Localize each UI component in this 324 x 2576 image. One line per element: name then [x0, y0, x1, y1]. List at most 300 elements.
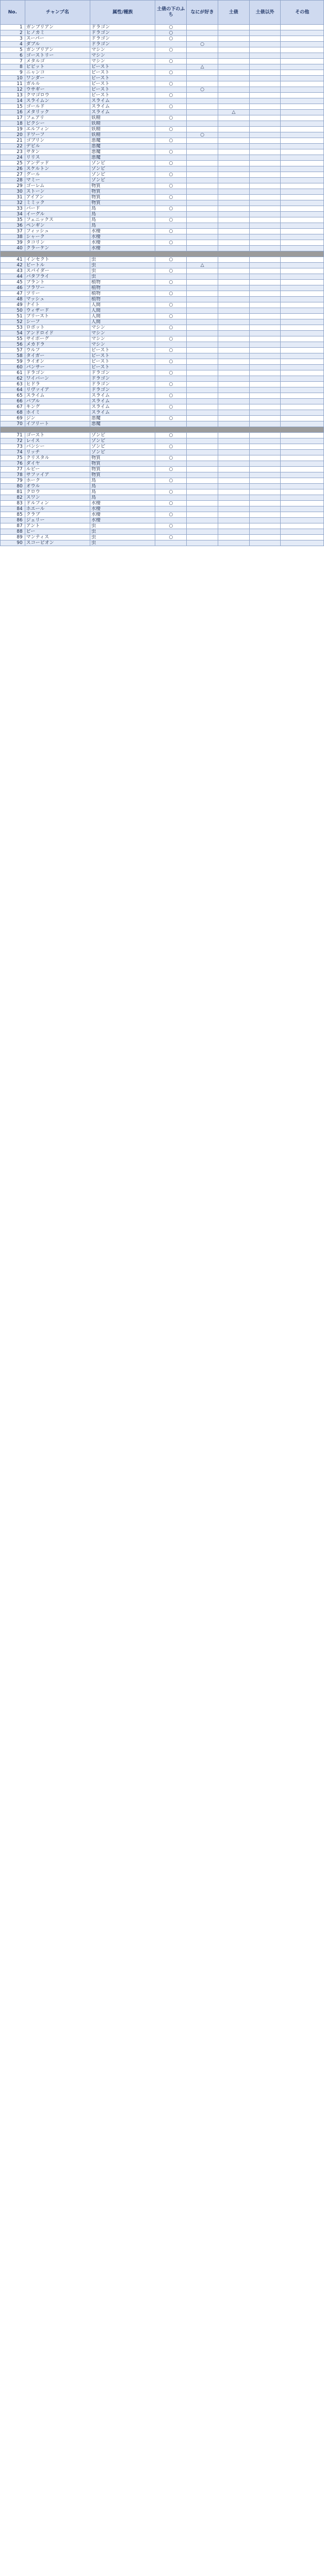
cell-name[interactable]: メタリック	[25, 110, 90, 115]
cell-mark-3	[218, 189, 249, 195]
cell-mark-4	[249, 523, 281, 529]
cell-mark-1: ○	[155, 393, 187, 399]
cell-mark-2	[187, 104, 218, 110]
cell-name[interactable]: ニャンコ	[25, 70, 90, 76]
cell-mark-2	[187, 331, 218, 336]
cell-no: 58	[1, 353, 25, 359]
cell-mark-2	[187, 30, 218, 36]
cell-type: ゾンビ	[90, 433, 155, 438]
cell-name[interactable]: ワイバーン	[25, 376, 90, 382]
cell-mark-2	[187, 59, 218, 64]
cell-type: 物質	[90, 467, 155, 472]
cell-name[interactable]: アンデッド	[25, 161, 90, 166]
cell-type: 水棲	[90, 501, 155, 506]
cell-mark-5	[281, 518, 324, 523]
cell-mark-5	[281, 297, 324, 302]
cell-no: 1	[1, 25, 25, 30]
cell-name[interactable]: メタルゴ	[25, 59, 90, 64]
cell-mark-2	[187, 212, 218, 217]
cell-name[interactable]: サファイア	[25, 472, 90, 478]
cell-name[interactable]: デビル	[25, 144, 90, 149]
cell-mark-2	[187, 461, 218, 467]
cell-name[interactable]: ゴースト	[25, 433, 90, 438]
cell-mark-1	[155, 540, 187, 546]
cell-mark-5	[281, 365, 324, 370]
cell-name[interactable]: メカドラ	[25, 342, 90, 348]
cell-name[interactable]: ピピット	[25, 64, 90, 70]
cell-type: 妖精	[90, 115, 155, 121]
cell-name[interactable]: オウル	[25, 484, 90, 489]
cell-no: 38	[1, 234, 25, 240]
cell-name[interactable]: アイアン	[25, 195, 90, 200]
table-row	[1, 76, 324, 81]
group-title	[1, 251, 324, 257]
cell-mark-4	[249, 200, 281, 206]
cell-no: 85	[1, 512, 25, 518]
cell-mark-4	[249, 467, 281, 472]
table-row	[1, 87, 324, 93]
cell-mark-5	[281, 240, 324, 246]
cell-name[interactable]: サイボーグ	[25, 336, 90, 342]
cell-name[interactable]: シャーク	[25, 234, 90, 240]
cell-mark-3	[218, 529, 249, 535]
cell-mark-3	[218, 138, 249, 144]
cell-mark-2	[187, 393, 218, 399]
cell-mark-5	[281, 149, 324, 155]
cell-mark-2	[187, 416, 218, 421]
cell-mark-1	[155, 178, 187, 183]
cell-name[interactable]: イーグル	[25, 212, 90, 217]
cell-mark-1	[155, 223, 187, 229]
cell-name[interactable]: バブル	[25, 399, 90, 404]
header-col5: その他	[281, 1, 324, 25]
cell-type: マシン	[90, 53, 155, 59]
cell-name[interactable]: ヒドラ	[25, 382, 90, 387]
cell-mark-5	[281, 144, 324, 149]
cell-name[interactable]: ビートル	[25, 263, 90, 268]
table-row	[1, 455, 324, 461]
cell-mark-2	[187, 110, 218, 115]
cell-name[interactable]: スケルトン	[25, 166, 90, 172]
cell-name[interactable]: ダイヤ	[25, 461, 90, 467]
cell-mark-5	[281, 115, 324, 121]
cell-mark-2	[187, 280, 218, 285]
cell-name[interactable]: ゴブリン	[25, 138, 90, 144]
cell-name[interactable]: スライムン	[25, 98, 90, 104]
cell-type: 悪魔	[90, 144, 155, 149]
cell-mark-2	[187, 433, 218, 438]
cell-mark-3	[218, 506, 249, 512]
cell-type: 水棲	[90, 229, 155, 234]
cell-mark-3	[218, 121, 249, 127]
cell-mark-5	[281, 404, 324, 410]
cell-name[interactable]: ワンダー	[25, 76, 90, 81]
page	[0, 0, 324, 546]
cell-mark-1	[155, 365, 187, 370]
cell-name[interactable]: ウルフ	[25, 348, 90, 353]
cell-mark-4	[249, 138, 281, 144]
cell-name[interactable]: ホイミ	[25, 410, 90, 416]
cell-mark-3	[218, 42, 249, 47]
cell-mark-1: ○	[155, 183, 187, 189]
cell-mark-4	[249, 404, 281, 410]
cell-mark-4	[249, 87, 281, 93]
group-title	[1, 427, 324, 433]
cell-name[interactable]: レイス	[25, 438, 90, 444]
cell-name[interactable]: ドラゴン	[25, 370, 90, 376]
cell-mark-1	[155, 189, 187, 195]
cell-mark-4	[249, 331, 281, 336]
table-row	[1, 217, 324, 223]
cell-mark-4	[249, 529, 281, 535]
cell-no: 22	[1, 144, 25, 149]
cell-mark-3	[218, 166, 249, 172]
cell-name[interactable]: リヴァイア	[25, 387, 90, 393]
cell-mark-4	[249, 274, 281, 280]
cell-mark-3	[218, 36, 249, 42]
cell-name[interactable]: グール	[25, 172, 90, 178]
table-row	[1, 410, 324, 416]
cell-mark-5	[281, 444, 324, 450]
cell-name[interactable]: ロボット	[25, 325, 90, 331]
cell-name[interactable]: シーフ	[25, 319, 90, 325]
cell-mark-1	[155, 461, 187, 467]
cell-name[interactable]: ウサギー	[25, 87, 90, 93]
table-row	[1, 155, 324, 161]
cell-mark-2	[187, 257, 218, 263]
cell-mark-2	[187, 297, 218, 302]
cell-name[interactable]: アンドロイド	[25, 331, 90, 336]
cell-mark-4	[249, 172, 281, 178]
cell-mark-2	[187, 200, 218, 206]
cell-mark-3	[218, 291, 249, 297]
cell-name[interactable]: ツリー	[25, 291, 90, 297]
cell-mark-2	[187, 387, 218, 393]
cell-mark-2	[187, 47, 218, 53]
cell-no: 76	[1, 461, 25, 467]
cell-mark-3	[218, 172, 249, 178]
cell-name[interactable]: クリスタル	[25, 455, 90, 461]
cell-name[interactable]: ビー	[25, 529, 90, 535]
table-row	[1, 280, 324, 285]
cell-mark-3	[218, 404, 249, 410]
cell-name[interactable]: マッシュ	[25, 297, 90, 302]
cell-name[interactable]: スコーピオン	[25, 540, 90, 546]
cell-mark-1	[155, 155, 187, 161]
cell-mark-5	[281, 110, 324, 115]
cell-mark-1: ○	[155, 115, 187, 121]
cell-mark-1: ○	[155, 161, 187, 166]
cell-no: 8	[1, 64, 25, 70]
cell-name[interactable]: スパイダー	[25, 268, 90, 274]
cell-mark-5	[281, 189, 324, 195]
cell-mark-2	[187, 506, 218, 512]
cell-mark-5	[281, 438, 324, 444]
header-no: No.	[1, 1, 25, 25]
cell-name[interactable]: スライム	[25, 393, 90, 399]
cell-name[interactable]: ストーン	[25, 189, 90, 195]
cell-name[interactable]: バタフライ	[25, 274, 90, 280]
cell-mark-1	[155, 297, 187, 302]
table-row	[1, 81, 324, 87]
cell-name[interactable]: クロウ	[25, 489, 90, 495]
cell-name[interactable]: ピクシー	[25, 121, 90, 127]
cell-name[interactable]: ホーク	[25, 478, 90, 484]
cell-mark-2	[187, 382, 218, 387]
table-row	[1, 342, 324, 348]
cell-mark-3	[218, 393, 249, 399]
cell-type: 鳥	[90, 495, 155, 501]
cell-mark-4	[249, 336, 281, 342]
table-row	[1, 291, 324, 297]
table-row	[1, 53, 324, 59]
cell-mark-1	[155, 166, 187, 172]
cell-mark-1: ○	[155, 70, 187, 76]
cell-name[interactable]: ゴーストリー	[25, 53, 90, 59]
cell-no: 41	[1, 257, 25, 263]
cell-name[interactable]: エルフィン	[25, 127, 90, 132]
cell-name[interactable]: キング	[25, 404, 90, 410]
cell-mark-5	[281, 433, 324, 438]
cell-name[interactable]: バード	[25, 206, 90, 212]
cell-name[interactable]: ヒノカミ	[25, 30, 90, 36]
cell-name[interactable]: ミミック	[25, 200, 90, 206]
cell-mark-2: △	[187, 64, 218, 70]
cell-mark-4	[249, 302, 281, 308]
table-row	[1, 319, 324, 325]
table-row	[1, 370, 324, 376]
cell-mark-1	[155, 200, 187, 206]
cell-mark-5	[281, 302, 324, 308]
cell-no: 66	[1, 399, 25, 404]
cell-name[interactable]: リリス	[25, 155, 90, 161]
cell-name[interactable]: ドルフィン	[25, 501, 90, 506]
cell-mark-5	[281, 319, 324, 325]
cell-mark-1	[155, 387, 187, 393]
cell-type: ビースト	[90, 76, 155, 81]
cell-mark-5	[281, 155, 324, 161]
cell-name[interactable]: タコリン	[25, 240, 90, 246]
cell-mark-5	[281, 178, 324, 183]
cell-mark-2: ○	[187, 87, 218, 93]
cell-mark-3	[218, 183, 249, 189]
cell-mark-5	[281, 98, 324, 104]
cell-mark-2	[187, 495, 218, 501]
cell-type: ゾンビ	[90, 438, 155, 444]
cell-name[interactable]: インセクト	[25, 257, 90, 263]
cell-mark-4	[249, 53, 281, 59]
cell-name[interactable]: パンサー	[25, 365, 90, 370]
cell-no: 42	[1, 263, 25, 268]
cell-mark-3	[218, 376, 249, 382]
cell-no: 71	[1, 433, 25, 438]
table-row	[1, 240, 324, 246]
cell-mark-4	[249, 115, 281, 121]
cell-name[interactable]: タイガー	[25, 353, 90, 359]
cell-name[interactable]: ガルル	[25, 81, 90, 87]
cell-mark-4	[249, 104, 281, 110]
table-row	[1, 104, 324, 110]
cell-mark-4	[249, 93, 281, 98]
cell-mark-3	[218, 518, 249, 523]
cell-mark-2	[187, 234, 218, 240]
cell-mark-5	[281, 212, 324, 217]
cell-mark-4	[249, 81, 281, 87]
cell-mark-4	[249, 240, 281, 246]
cell-name[interactable]: ライオン	[25, 359, 90, 365]
cell-type: スライム	[90, 393, 155, 399]
cell-name[interactable]: ペンギン	[25, 223, 90, 229]
table-body	[1, 25, 324, 546]
cell-name[interactable]: ガンブリアン	[25, 25, 90, 30]
cell-name[interactable]: プリースト	[25, 314, 90, 319]
cell-no: 78	[1, 472, 25, 478]
table-row	[1, 70, 324, 76]
cell-name[interactable]: ドワーフ	[25, 132, 90, 138]
cell-name[interactable]: ナイト	[25, 302, 90, 308]
cell-name[interactable]: ルビー	[25, 467, 90, 472]
table-row	[1, 178, 324, 183]
cell-mark-3	[218, 336, 249, 342]
cell-name[interactable]: フェニックス	[25, 217, 90, 223]
table-row	[1, 359, 324, 365]
cell-mark-3	[218, 489, 249, 495]
cell-mark-1: ○	[155, 382, 187, 387]
cell-name[interactable]: イフリート	[25, 421, 90, 427]
cell-name[interactable]: アント	[25, 523, 90, 529]
cell-name[interactable]: リッチ	[25, 450, 90, 455]
cell-name[interactable]: ジン	[25, 416, 90, 421]
cell-mark-4	[249, 59, 281, 64]
cell-mark-1	[155, 421, 187, 427]
cell-name[interactable]: サタン	[25, 149, 90, 155]
cell-mark-3	[218, 484, 249, 489]
cell-type: 物質	[90, 189, 155, 195]
table-row	[1, 229, 324, 234]
cell-name[interactable]: プラント	[25, 280, 90, 285]
cell-mark-2	[187, 246, 218, 251]
cell-mark-3	[218, 416, 249, 421]
cell-name[interactable]: フィッシュ	[25, 229, 90, 234]
cell-mark-4	[249, 223, 281, 229]
cell-mark-3	[218, 30, 249, 36]
table-row	[1, 132, 324, 138]
cell-mark-5	[281, 217, 324, 223]
table-row	[1, 461, 324, 467]
cell-name[interactable]: ゴールド	[25, 104, 90, 110]
cell-mark-4	[249, 285, 281, 291]
cell-type: 虫	[90, 274, 155, 280]
cell-name[interactable]: ダブル	[25, 42, 90, 47]
cell-type: スライム	[90, 410, 155, 416]
cell-type: ドラゴン	[90, 36, 155, 42]
cell-no: 10	[1, 76, 25, 81]
cell-mark-1: ○	[155, 512, 187, 518]
cell-name[interactable]: ホエール	[25, 506, 90, 512]
cell-mark-5	[281, 195, 324, 200]
cell-mark-1: ○	[155, 433, 187, 438]
cell-mark-3	[218, 540, 249, 546]
cell-mark-1	[155, 331, 187, 336]
cell-mark-2: ○	[187, 42, 218, 47]
cell-mark-1	[155, 285, 187, 291]
cell-name[interactable]: クマゴロウ	[25, 93, 90, 98]
cell-name[interactable]: マミー	[25, 178, 90, 183]
cell-mark-5	[281, 206, 324, 212]
cell-mark-2: ○	[187, 132, 218, 138]
cell-name[interactable]: クラーケン	[25, 246, 90, 251]
table-row	[1, 189, 324, 195]
cell-name[interactable]: ゴーレム	[25, 183, 90, 189]
cell-mark-5	[281, 172, 324, 178]
cell-type: ドラゴン	[90, 376, 155, 382]
cell-mark-5	[281, 81, 324, 87]
cell-mark-4	[249, 280, 281, 285]
cell-mark-4	[249, 461, 281, 467]
cell-no: 3	[1, 36, 25, 42]
cell-name[interactable]: スーパー	[25, 36, 90, 42]
cell-name[interactable]: スワン	[25, 495, 90, 501]
table-row	[1, 285, 324, 291]
cell-mark-3	[218, 132, 249, 138]
cell-mark-5	[281, 127, 324, 132]
cell-no: 6	[1, 53, 25, 59]
cell-name[interactable]: ウィザード	[25, 308, 90, 314]
cell-mark-3: △	[218, 110, 249, 115]
cell-mark-2	[187, 501, 218, 506]
table-row	[1, 161, 324, 166]
cell-name[interactable]: ジェリー	[25, 518, 90, 523]
group-separator-row	[1, 251, 324, 257]
table-row	[1, 121, 324, 127]
cell-type: 水棲	[90, 234, 155, 240]
cell-mark-2	[187, 540, 218, 546]
cell-name[interactable]: フラワー	[25, 285, 90, 291]
cell-name[interactable]: ガンブリアン	[25, 47, 90, 53]
cell-name[interactable]: バンシー	[25, 444, 90, 450]
cell-mark-1: ○	[155, 104, 187, 110]
cell-mark-3	[218, 93, 249, 98]
cell-mark-4	[249, 268, 281, 274]
cell-type: 鳥	[90, 217, 155, 223]
cell-no: 21	[1, 138, 25, 144]
cell-mark-1: ○	[155, 291, 187, 297]
table-row	[1, 138, 324, 144]
table-row	[1, 495, 324, 501]
cell-mark-3	[218, 342, 249, 348]
cell-mark-1	[155, 234, 187, 240]
cell-name[interactable]: マンティス	[25, 535, 90, 540]
cell-mark-3	[218, 76, 249, 81]
cell-type: 植物	[90, 291, 155, 297]
cell-name[interactable]: フェアリ	[25, 115, 90, 121]
cell-mark-5	[281, 461, 324, 467]
cell-mark-3	[218, 53, 249, 59]
cell-mark-4	[249, 489, 281, 495]
cell-mark-1: ○	[155, 535, 187, 540]
cell-mark-5	[281, 331, 324, 336]
cell-mark-5	[281, 70, 324, 76]
cell-no: 28	[1, 178, 25, 183]
cell-mark-2	[187, 348, 218, 353]
cell-mark-4	[249, 421, 281, 427]
cell-name[interactable]: クラブ	[25, 512, 90, 518]
cell-mark-5	[281, 484, 324, 489]
cell-no: 39	[1, 240, 25, 246]
cell-no: 13	[1, 93, 25, 98]
cell-no: 62	[1, 376, 25, 382]
cell-mark-5	[281, 376, 324, 382]
